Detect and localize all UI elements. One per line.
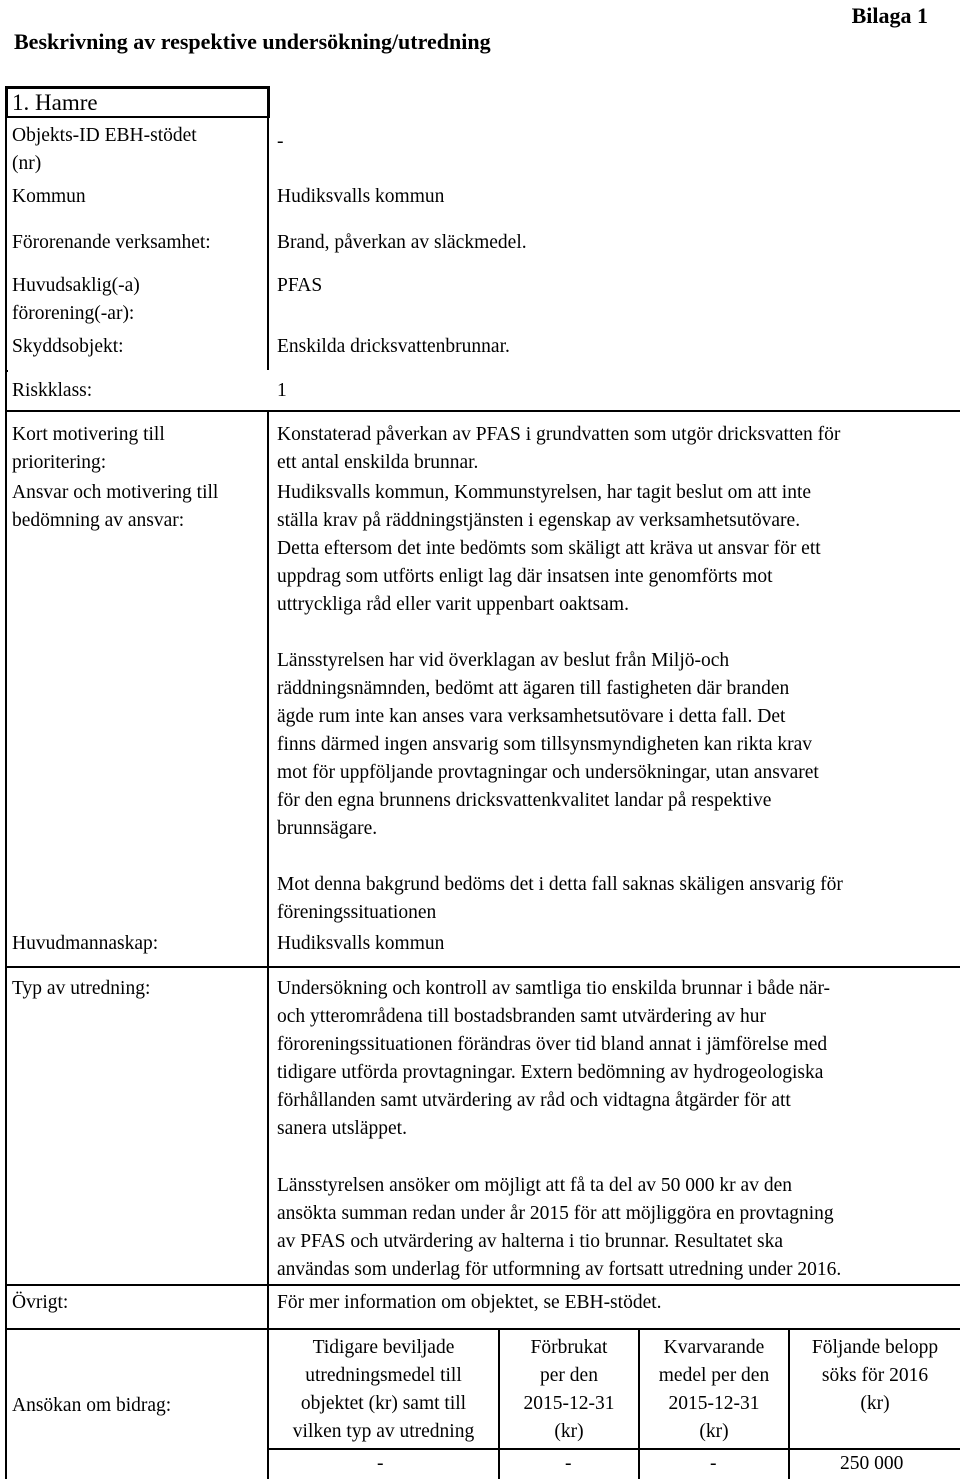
ansokan-value-forbrukat: - <box>565 1453 572 1474</box>
table-left-border <box>5 118 7 1479</box>
ansokan-col-header-forbrukat: Förbrukat per den 2015-12-31 (kr) <box>523 1337 615 1442</box>
label-riskklass: Riskklass: <box>12 380 93 401</box>
value-riskklass: 1 <box>277 380 287 401</box>
value-skyddsobjekt: Enskilda dricksvattenbrunnar. <box>277 336 510 357</box>
heading-box-left <box>5 86 8 118</box>
label-ovrigt: Övrigt: <box>12 1292 69 1313</box>
ansokan-value-tidigare: - <box>377 1453 384 1474</box>
typ-paragraph-1: Undersökning och kontroll av samtliga tio enskilda brunnar i både när- och ytterområdena till bostadsbranden samt utvärdering av hur föroreningssituationen förändras över tid bland annat i jämförelse med tidigare utförda provtagningar. Extern bedömning av hydrogeologiska förhållanden samt utvärdering av råd och vidtagna åtgärder för att sanera utsläppet. <box>277 978 831 1139</box>
riskklass-bottom-line <box>5 410 960 412</box>
value-huvudmannaskap: Hudiksvalls kommun <box>277 933 445 954</box>
value-ovrigt: För mer information om objektet, se EBH-stödet. <box>277 1292 662 1313</box>
ovrigt-bottom-line <box>5 1328 960 1330</box>
label-kommun: Kommun <box>12 186 86 207</box>
section-heading: 1. Hamre <box>12 90 98 115</box>
label-huvudsaklig-fororening: Huvudsaklig(-a) förorening(-ar): <box>12 275 140 324</box>
heading-box-right <box>267 86 270 118</box>
ansokan-value-foljande-belopp: 250 000 <box>840 1453 904 1474</box>
bilaga-label: Bilaga 1 <box>851 3 928 28</box>
main-block-divider <box>267 410 269 1479</box>
typ-paragraph-2: Länsstyrelsen ansöker om möjligt att få ta del av 50 000 kr av den ansökta summan redan under år 2015 för att möjliggöra en provtagning av PFAS och utvärdering av halterna i tio brunnar. Resultatet ska användas som underlag för utformning av fortsatt utredning under 2016. <box>277 1175 842 1280</box>
page-title: Beskrivning av respektive undersökning/utredning <box>14 29 491 54</box>
label-objekts-id: Objekts-ID EBH-stödet (nr) <box>12 125 197 174</box>
typ-bottom-line <box>5 1284 960 1286</box>
label-skyddsobjekt: Skyddsobjekt: <box>12 336 124 357</box>
label-ansokan-om-bidrag: Ansökan om bidrag: <box>12 1395 172 1416</box>
label-huvudmannaskap: Huvudmannaskap: <box>12 933 159 954</box>
ansokan-value-kvarvarande: - <box>710 1453 717 1474</box>
label-fororenande-verksamhet: Förorenande verksamhet: <box>12 232 211 253</box>
value-kort-motivering: Konstaterad påverkan av PFAS i grundvatten som utgör dricksvatten för ett antal enskilda brunnar. <box>277 424 841 473</box>
ansokan-col-header-foljande-belopp: Följande belopp söks för 2016 (kr) <box>811 1337 939 1414</box>
ansvar-paragraph-1: Hudiksvalls kommun, Kommunstyrelsen, har tagit beslut om att inte ställa krav på räddningstjänsten i egenskap av verksamhetsutövare. Detta eftersom det inte bedömts som skäligt att kräva ut ansvar för ett uppdrag som utförts enligt lag där insatsen inte genomförts mot uttryckliga råd eller varit uppenbart oaktsam. <box>277 482 821 615</box>
value-kommun: Hudiksvalls kommun <box>277 186 445 207</box>
ansvar-paragraph-3: Mot denna bakgrund bedöms det i detta fall saknas skäligen ansvarig för föreningssituationen <box>277 874 843 923</box>
ansvar-paragraph-2: Länsstyrelsen har vid överklagan av beslut från Miljö-och räddningsnämnden, bedömt att ägaren till fastigheten där branden ägde rum inte kan anses vara verksamhetsutövare i detta fall. Det finns därmed ingen ansvarig som tillsynsmyndigheten kan rikta krav mot för uppföljande provtagningar och undersökningar, utan ansvaret för den egna brunnens dricksvattenkvalitet landar på respektive brunnsägare. <box>277 650 819 839</box>
ansokan-col-header-tidigare: Tidigare beviljade utredningsmedel till objektet (kr) samt till vilken typ av utredning <box>292 1337 475 1442</box>
label-kort-motivering: Kort motivering till prioritering: <box>12 424 165 473</box>
huvudmannaskap-bottom-line <box>5 966 960 968</box>
value-objekts-id: - <box>277 131 284 152</box>
label-typ-av-utredning: Typ av utredning: <box>12 978 151 999</box>
label-ansvar: Ansvar och motivering till bedömning av ansvar: <box>12 482 219 531</box>
top-block-divider <box>267 118 269 370</box>
ansokan-col-header-kvarvarande: Kvarvarande medel per den 2015-12-31 (kr) <box>658 1337 770 1442</box>
value-fororenande-verksamhet: Brand, påverkan av släckmedel. <box>277 232 527 253</box>
value-huvudsaklig-fororening: PFAS <box>277 275 323 296</box>
